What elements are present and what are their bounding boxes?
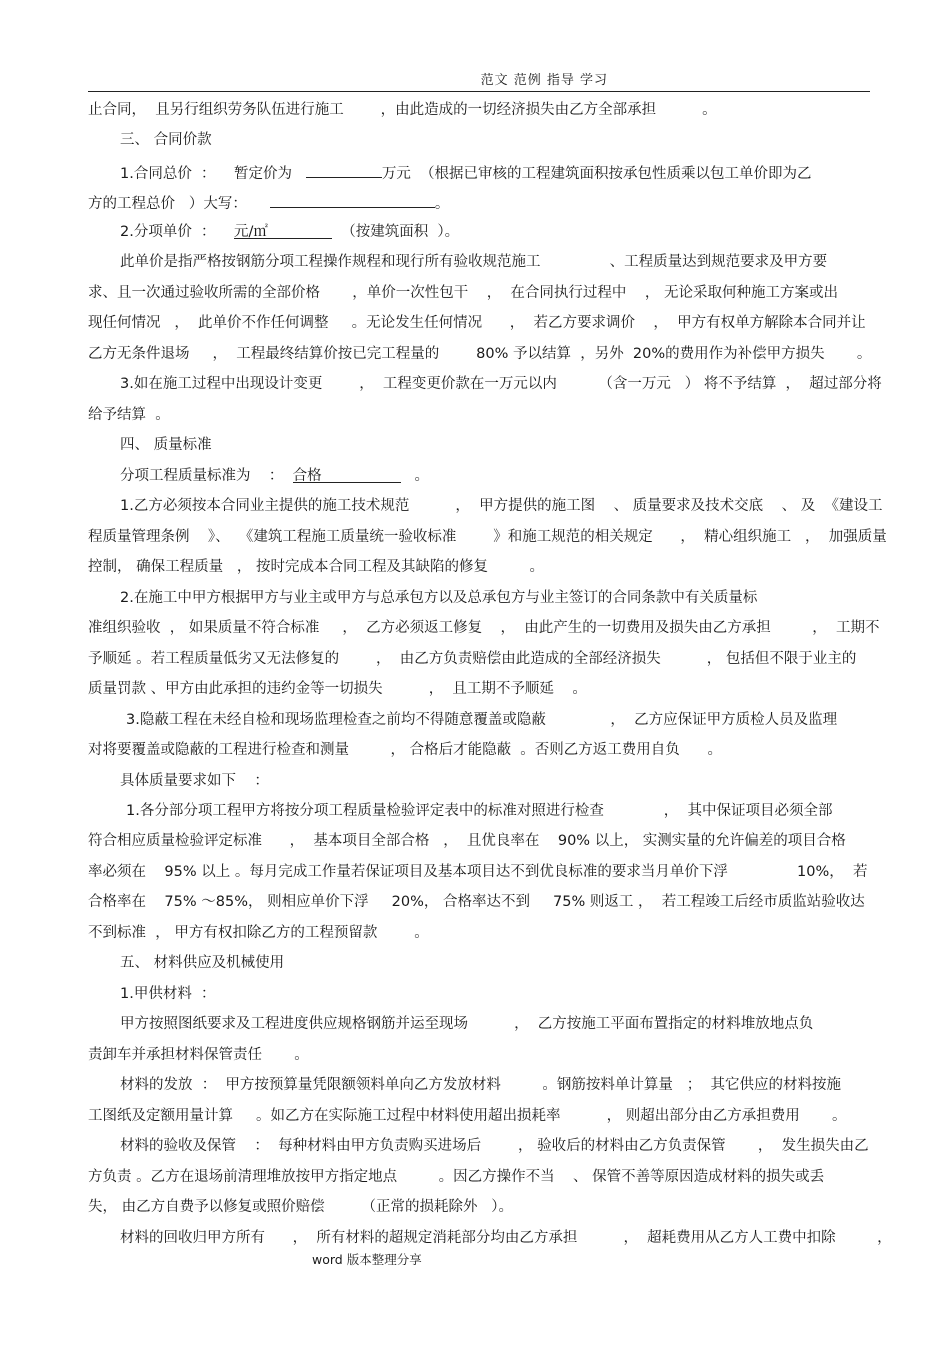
text-segment: 甲方按照图纸要求及工程进度供应规格钢筋并运至现场 ， 乙方按施工平面布置指定的材料堆放地点负 bbox=[120, 1016, 814, 1032]
text-segment: 材料的发放 ： 甲方按预算量凭限额领料单向乙方发放材料 。钢筋按料单计算量 ； 其它供应的材料按施 bbox=[120, 1077, 841, 1093]
text-line bbox=[88, 557, 544, 577]
text-line bbox=[88, 679, 587, 699]
text-segment: 3.隐蔽工程在未经自检和现场监理检查之前均不得随意覆盖或隐蔽 ， 乙方应保证甲方质检人员及监理 bbox=[126, 712, 838, 728]
text-line bbox=[120, 953, 284, 973]
text-line bbox=[120, 496, 882, 516]
text-segment: 不到标准 ， 甲方有权扣除乙方的工程预留款 。 bbox=[88, 925, 429, 941]
filled-field: 元/㎡ bbox=[234, 222, 332, 239]
text-segment: 此单价是指严格按钢筋分项工程操作规程和现行所有验收规范施工 、工程质量达到规范要求及甲方要 bbox=[120, 254, 828, 270]
text-line bbox=[120, 161, 812, 184]
text-line bbox=[88, 1167, 824, 1187]
text-segment: （按建筑面积 ）。 bbox=[332, 224, 460, 240]
text-line bbox=[120, 771, 269, 791]
page-footer: word 版本整理分享 bbox=[312, 1252, 422, 1267]
page-header bbox=[88, 64, 870, 92]
text-line bbox=[120, 1136, 869, 1156]
text-segment: 现任何情况 ， 此单价不作任何调整 。无论发生任何情况 ， 若乙方要求调价 ， 甲方有权单方解除本合同并让 bbox=[88, 315, 866, 331]
text-segment: 1.乙方必须按本合同业主提供的施工技术规范 ， 甲方提供的施工图 、 质量要求及技术交底 、 及 《建设工 bbox=[120, 498, 883, 514]
blank-underline bbox=[306, 161, 382, 178]
text-segment: 工图纸及定额用量计算 。如乙方在实际施工过程中材料使用超出损耗率 ， 则超出部分由乙方承担费用 。 bbox=[88, 1108, 847, 1124]
text-line bbox=[88, 1045, 309, 1065]
text-line bbox=[88, 831, 846, 851]
text-line bbox=[88, 283, 838, 303]
text-segment: 3.如在施工过程中出现设计变更 ， 工程变更价款在一万元以内 （含一万元 ） 将不予结算 ， 超过部分将 bbox=[120, 376, 882, 392]
text-segment: 质量罚款 、甲方由此承担的违约金等一切损失 ， 且工期不予顺延 。 bbox=[88, 681, 587, 697]
text-line bbox=[88, 100, 717, 120]
text-line bbox=[120, 130, 212, 150]
text-line bbox=[88, 191, 449, 214]
text-line bbox=[88, 1197, 513, 1217]
text-line bbox=[88, 649, 856, 669]
text-segment: 程质量管理条例 》、 《建筑工程施工质量统一验收标准 》和施工规范的相关规定 ， 精心组织施工 ， 加强质量 bbox=[88, 529, 887, 545]
text-segment: 材料的回收归甲方所有 ， 所有材料的超规定消耗部分均由乙方承担 ， 超耗费用从乙方人工费中扣除 ， bbox=[120, 1230, 892, 1246]
text-segment: 材料的验收及保管 ： 每种材料由甲方负责购买进场后 ， 验收后的材料由乙方负责保管 ， 发生损失由乙 bbox=[120, 1138, 869, 1154]
text-segment: 予顺延 。若工程质量低劣又无法修复的 ， 由乙方负责赔偿由此造成的全部经济损失 ， 包括但不限于业主的 bbox=[88, 651, 857, 667]
text-segment: 责卸车并承担材料保管责任 。 bbox=[88, 1047, 309, 1063]
text-segment: 率必须在 95% 以上 。每月完成工作量若保证项目及基本项目达不到优良标准的要求当月单价下浮 10%， 若 bbox=[88, 864, 868, 880]
text-segment: 控制， 确保工程质量 ， 按时完成本合同工程及其缺陷的修复 。 bbox=[88, 559, 545, 575]
text-segment: 1.甲供材料 ： bbox=[120, 986, 216, 1002]
text-segment: 对将要覆盖或隐蔽的工程进行检查和测量 ， 合格后才能隐蔽 。否则乙方返工费用自负 。 bbox=[88, 742, 722, 758]
text-line bbox=[88, 862, 867, 882]
text-line bbox=[120, 588, 757, 608]
filled-field: 合格 bbox=[293, 466, 401, 483]
text-segment: 准组织验收 ， 如果质量不符合标准 ， 乙方必须返工修复 ， 由此产生的一切费用及损失由乙方承担 ， 工期不 bbox=[88, 620, 880, 636]
text-line bbox=[120, 222, 459, 242]
text-line bbox=[88, 740, 722, 760]
text-segment: 万元 （根据已审核的工程建筑面积按承包性质乘以包工单价即为乙 bbox=[381, 166, 812, 182]
header-title: 范文 范例 指导 学习 bbox=[480, 73, 608, 88]
text-segment: 求、且一次通过验收所需的全部价格 ，单价一次性包干 ， 在合同执行过程中 ， 无论采取何种施工方案或出 bbox=[88, 285, 838, 301]
text-line bbox=[88, 923, 429, 943]
text-segment: 符合相应质量检验评定标准 ， 基本项目全部合格 ， 且优良率在 90% 以上， 实测实量的允许偏差的项目合格 bbox=[88, 833, 846, 849]
text-segment: 2.分项单价 ： bbox=[120, 224, 234, 240]
text-segment: 方的工程总价 ）大写： bbox=[88, 196, 270, 212]
text-segment: 方负责 。乙方在退场前清理堆放按甲方指定地点 。因乙方操作不当 、 保管不善等原因造成材料的损失或丢 bbox=[88, 1169, 825, 1185]
text-line bbox=[88, 344, 871, 364]
text-segment: 失， 由乙方自费予以修复或照价赔偿 （正常的损耗除外 ）。 bbox=[88, 1199, 514, 1215]
text-line bbox=[88, 618, 879, 638]
text-segment: 分项工程质量标准为 ： bbox=[120, 468, 293, 484]
text-segment: 乙方无条件退场 ， 工程最终结算价按已完工程量的 80% 予以结算 ，另外 20%的费用作为补偿甲方损失 。 bbox=[88, 346, 872, 362]
text-line bbox=[120, 435, 212, 455]
text-segment: 1.各分部分项工程甲方将按分项工程质量检验评定表中的标准对照进行检查 ， 其中保证项目必须全部 bbox=[126, 803, 833, 819]
text-segment: 五、 材料供应及机械使用 bbox=[120, 955, 285, 971]
text-line bbox=[88, 527, 887, 547]
text-line bbox=[88, 1106, 847, 1126]
text-segment: 。 bbox=[400, 468, 429, 484]
text-line bbox=[120, 374, 882, 394]
text-segment: 。 bbox=[434, 196, 450, 212]
text-segment: 给予结算 。 bbox=[88, 407, 170, 423]
text-line bbox=[88, 313, 866, 333]
text-segment: 1.合同总价 ： 暂定价为 bbox=[120, 166, 306, 182]
text-segment: 三、 合同价款 bbox=[120, 132, 212, 148]
text-segment: 合格率在 75% ～85%， 则相应单价下浮 20%， 合格率达不到 75% 则返工 ， 若工程竣工后经市质监站验收达 bbox=[88, 894, 865, 910]
text-line bbox=[120, 1014, 813, 1034]
blank-underline bbox=[270, 191, 435, 208]
text-line bbox=[88, 405, 170, 425]
text-line bbox=[120, 1075, 841, 1095]
text-segment: 四、 质量标准 bbox=[120, 437, 212, 453]
text-segment: 止合同， 且另行组织劳务队伍进行施工 ，由此造成的一切经济损失由乙方全部承担 。 bbox=[88, 102, 717, 118]
text-line bbox=[126, 801, 832, 821]
text-segment: 具体质量要求如下 ： bbox=[120, 773, 269, 789]
text-line bbox=[88, 892, 865, 912]
text-line bbox=[120, 984, 216, 1004]
text-line bbox=[120, 466, 429, 486]
text-line bbox=[120, 252, 827, 272]
text-line bbox=[120, 1228, 892, 1248]
text-line bbox=[126, 710, 837, 730]
text-segment: 2.在施工中甲方根据甲方与业主或甲方与总承包方以及总承包方与业主签订的合同条款中有关质量标 bbox=[120, 590, 758, 606]
